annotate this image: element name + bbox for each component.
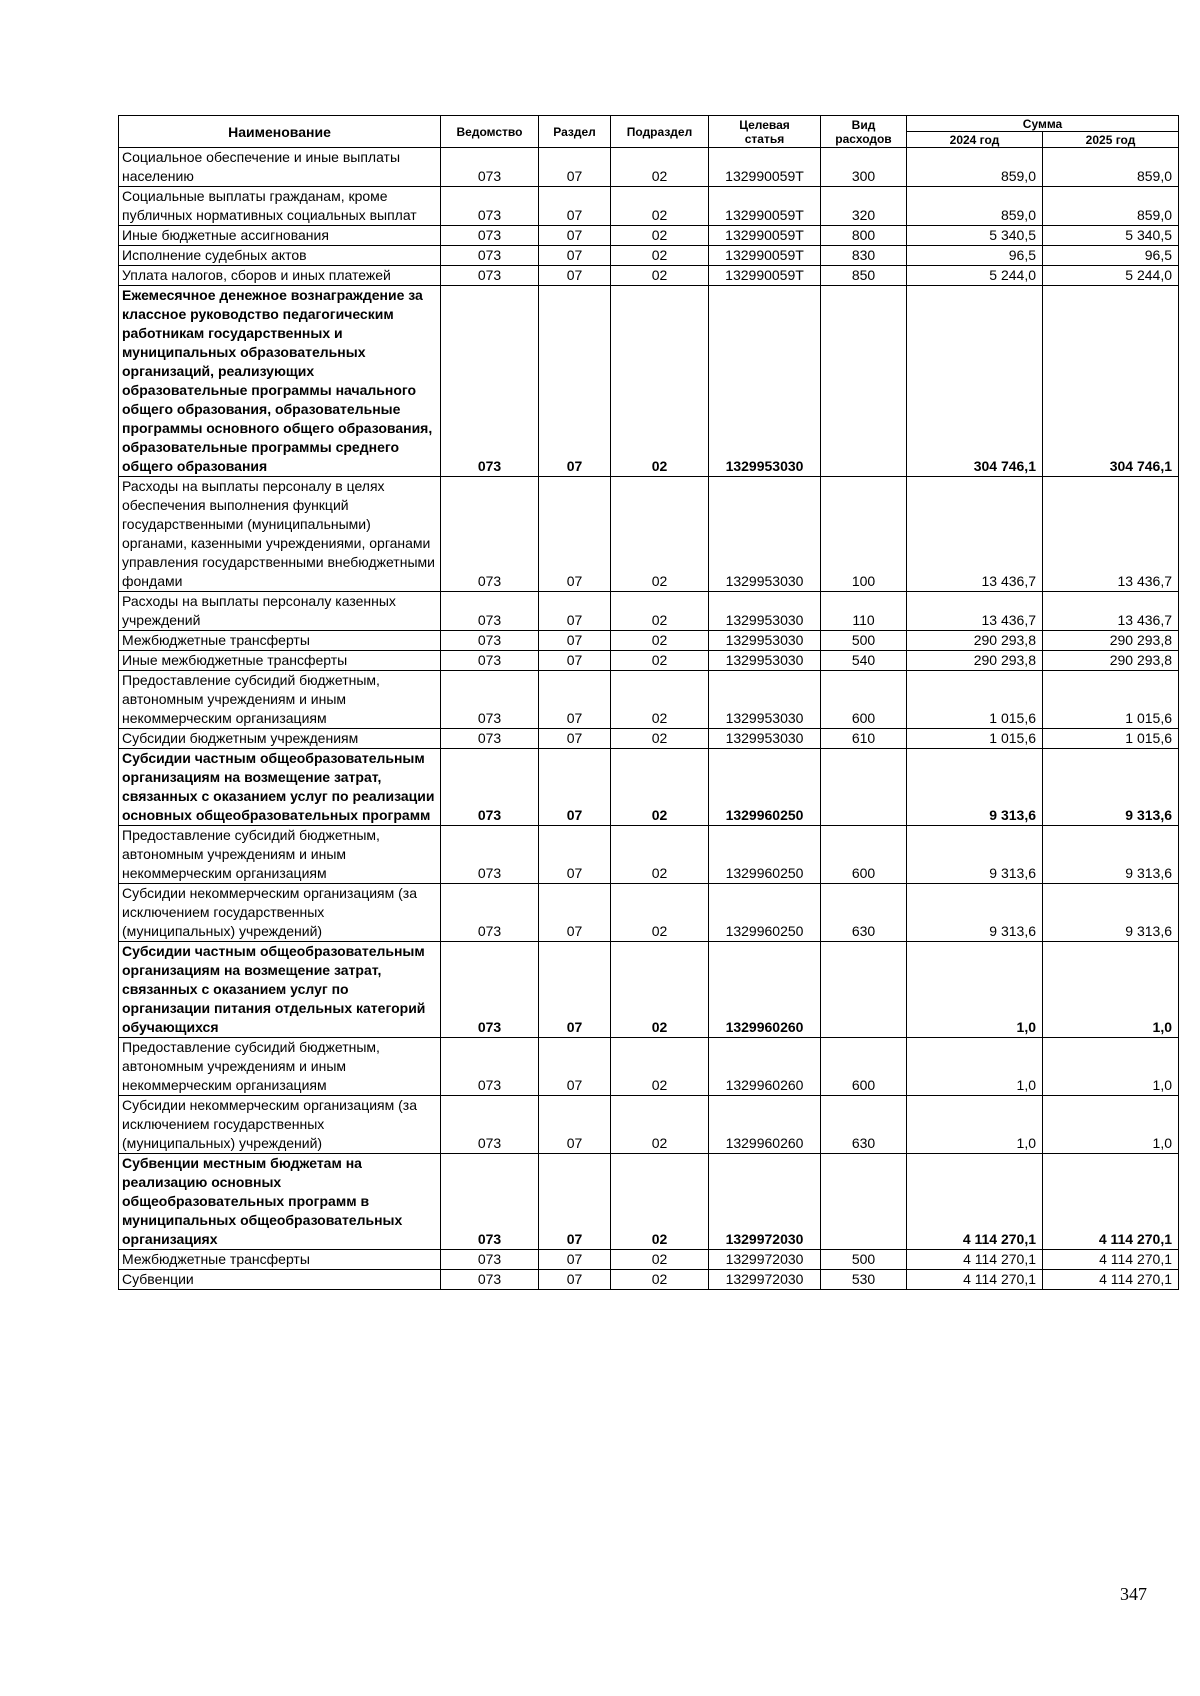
cell-podrazdel: 02 bbox=[611, 226, 709, 246]
cell-celevaya-statya: 1329960260 bbox=[709, 1096, 821, 1154]
table-row bbox=[119, 286, 1179, 477]
cell-podrazdel: 02 bbox=[611, 651, 709, 671]
cell-celevaya-statya: 1329953030 bbox=[709, 671, 821, 729]
budget-table-container bbox=[118, 115, 1178, 1290]
cell-razdel: 07 bbox=[539, 1096, 611, 1154]
cell-podrazdel: 02 bbox=[611, 246, 709, 266]
header-year-2025: 2025 год bbox=[1043, 132, 1179, 148]
cell-celevaya-statya: 132990059Т bbox=[709, 246, 821, 266]
cell-celevaya-statya: 1329972030 bbox=[709, 1250, 821, 1270]
cell-name: Субсидии частным общеобразовательным организациям на возмещение затрат, связанных с оказанием услуг по реализации основных общеобразовательных программ bbox=[119, 749, 441, 826]
cell-vid-rashodov bbox=[821, 1154, 907, 1250]
cell-vedomstvo: 073 bbox=[441, 1154, 539, 1250]
cell-razdel: 07 bbox=[539, 651, 611, 671]
cell-sum-2024: 859,0 bbox=[907, 148, 1043, 187]
cell-podrazdel: 02 bbox=[611, 286, 709, 477]
cell-sum-2025: 1,0 bbox=[1043, 1096, 1179, 1154]
cell-vedomstvo: 073 bbox=[441, 1250, 539, 1270]
cell-name: Субсидии бюджетным учреждениям bbox=[119, 729, 441, 749]
cell-name: Субвенции местным бюджетам на реализацию основных общеобразовательных программ в муниципальных общеобразовательных организациях bbox=[119, 1154, 441, 1250]
cell-razdel: 07 bbox=[539, 942, 611, 1038]
cell-podrazdel: 02 bbox=[611, 1096, 709, 1154]
cell-vid-rashodov: 100 bbox=[821, 477, 907, 592]
cell-sum-2024: 5 244,0 bbox=[907, 266, 1043, 286]
cell-vid-rashodov: 320 bbox=[821, 187, 907, 226]
cell-sum-2024: 9 313,6 bbox=[907, 884, 1043, 942]
header-vid-line1: Вид bbox=[851, 117, 876, 132]
header-celevaya-line2: статья bbox=[744, 131, 785, 146]
cell-name: Межбюджетные трансферты bbox=[119, 1250, 441, 1270]
cell-sum-2024: 304 746,1 bbox=[907, 286, 1043, 477]
table-row bbox=[119, 1270, 1179, 1290]
cell-razdel: 07 bbox=[539, 286, 611, 477]
table-row bbox=[119, 266, 1179, 286]
cell-sum-2024: 4 114 270,1 bbox=[907, 1154, 1043, 1250]
cell-podrazdel: 02 bbox=[611, 942, 709, 1038]
cell-razdel: 07 bbox=[539, 226, 611, 246]
cell-celevaya-statya: 1329960260 bbox=[709, 942, 821, 1038]
cell-razdel: 07 bbox=[539, 884, 611, 942]
cell-celevaya-statya: 132990059Т bbox=[709, 187, 821, 226]
cell-podrazdel: 02 bbox=[611, 1038, 709, 1096]
cell-razdel: 07 bbox=[539, 1038, 611, 1096]
cell-vid-rashodov: 500 bbox=[821, 1250, 907, 1270]
cell-sum-2025: 13 436,7 bbox=[1043, 592, 1179, 631]
cell-podrazdel: 02 bbox=[611, 266, 709, 286]
cell-sum-2024: 13 436,7 bbox=[907, 592, 1043, 631]
cell-podrazdel: 02 bbox=[611, 1154, 709, 1250]
cell-vid-rashodov: 600 bbox=[821, 826, 907, 884]
cell-celevaya-statya: 1329960260 bbox=[709, 1038, 821, 1096]
cell-razdel: 07 bbox=[539, 826, 611, 884]
header-name: Наименование bbox=[119, 116, 441, 148]
table-row bbox=[119, 187, 1179, 226]
cell-vedomstvo: 073 bbox=[441, 286, 539, 477]
cell-vid-rashodov: 610 bbox=[821, 729, 907, 749]
cell-vedomstvo: 073 bbox=[441, 246, 539, 266]
cell-podrazdel: 02 bbox=[611, 729, 709, 749]
cell-name: Социальные выплаты гражданам, кроме публичных нормативных социальных выплат bbox=[119, 187, 441, 226]
table-row bbox=[119, 942, 1179, 1038]
cell-sum-2024: 290 293,8 bbox=[907, 631, 1043, 651]
cell-vid-rashodov: 630 bbox=[821, 884, 907, 942]
cell-vedomstvo: 073 bbox=[441, 884, 539, 942]
cell-name: Субсидии некоммерческим организациям (за исключением государственных (муниципальных) учреждений) bbox=[119, 884, 441, 942]
table-row bbox=[119, 651, 1179, 671]
cell-vedomstvo: 073 bbox=[441, 1096, 539, 1154]
cell-sum-2025: 9 313,6 bbox=[1043, 749, 1179, 826]
table-row bbox=[119, 1250, 1179, 1270]
cell-vedomstvo: 073 bbox=[441, 651, 539, 671]
cell-sum-2024: 9 313,6 bbox=[907, 749, 1043, 826]
cell-sum-2024: 13 436,7 bbox=[907, 477, 1043, 592]
cell-sum-2025: 1 015,6 bbox=[1043, 729, 1179, 749]
cell-podrazdel: 02 bbox=[611, 477, 709, 592]
cell-name: Уплата налогов, сборов и иных платежей bbox=[119, 266, 441, 286]
cell-razdel: 07 bbox=[539, 749, 611, 826]
cell-razdel: 07 bbox=[539, 187, 611, 226]
cell-celevaya-statya: 1329972030 bbox=[709, 1154, 821, 1250]
cell-vedomstvo: 073 bbox=[441, 942, 539, 1038]
header-vid-line2: расходов bbox=[835, 131, 892, 146]
table-row bbox=[119, 226, 1179, 246]
table-row bbox=[119, 729, 1179, 749]
cell-sum-2025: 96,5 bbox=[1043, 246, 1179, 266]
cell-name: Расходы на выплаты персоналу в целях обеспечения выполнения функций государственными (муниципальными) органами, казенными учреждениями, органами управления государственными внебюджетными фондами bbox=[119, 477, 441, 592]
cell-podrazdel: 02 bbox=[611, 631, 709, 651]
cell-celevaya-statya: 1329972030 bbox=[709, 1270, 821, 1290]
cell-razdel: 07 bbox=[539, 246, 611, 266]
cell-name: Межбюджетные трансферты bbox=[119, 631, 441, 651]
cell-sum-2025: 290 293,8 bbox=[1043, 631, 1179, 651]
cell-vedomstvo: 073 bbox=[441, 226, 539, 246]
cell-sum-2025: 1 015,6 bbox=[1043, 671, 1179, 729]
cell-razdel: 07 bbox=[539, 148, 611, 187]
cell-name: Иные межбюджетные трансферты bbox=[119, 651, 441, 671]
cell-vedomstvo: 073 bbox=[441, 592, 539, 631]
table-row bbox=[119, 592, 1179, 631]
cell-celevaya-statya: 1329953030 bbox=[709, 729, 821, 749]
cell-vid-rashodov: 110 bbox=[821, 592, 907, 631]
cell-celevaya-statya: 1329960250 bbox=[709, 749, 821, 826]
cell-razdel: 07 bbox=[539, 1154, 611, 1250]
cell-vid-rashodov bbox=[821, 286, 907, 477]
cell-sum-2024: 1,0 bbox=[907, 942, 1043, 1038]
cell-vid-rashodov: 530 bbox=[821, 1270, 907, 1290]
cell-razdel: 07 bbox=[539, 729, 611, 749]
cell-podrazdel: 02 bbox=[611, 671, 709, 729]
cell-sum-2025: 859,0 bbox=[1043, 148, 1179, 187]
cell-name: Субвенции bbox=[119, 1270, 441, 1290]
cell-sum-2024: 4 114 270,1 bbox=[907, 1250, 1043, 1270]
cell-sum-2025: 9 313,6 bbox=[1043, 884, 1179, 942]
cell-sum-2024: 290 293,8 bbox=[907, 651, 1043, 671]
table-row bbox=[119, 477, 1179, 592]
cell-vid-rashodov: 500 bbox=[821, 631, 907, 651]
cell-vid-rashodov: 830 bbox=[821, 246, 907, 266]
page-number: 347 bbox=[1120, 1584, 1147, 1604]
table-row bbox=[119, 1038, 1179, 1096]
cell-sum-2024: 5 340,5 bbox=[907, 226, 1043, 246]
cell-podrazdel: 02 bbox=[611, 187, 709, 226]
cell-sum-2025: 304 746,1 bbox=[1043, 286, 1179, 477]
cell-celevaya-statya: 1329953030 bbox=[709, 477, 821, 592]
cell-celevaya-statya: 1329953030 bbox=[709, 592, 821, 631]
cell-podrazdel: 02 bbox=[611, 148, 709, 187]
cell-sum-2025: 4 114 270,1 bbox=[1043, 1250, 1179, 1270]
cell-razdel: 07 bbox=[539, 592, 611, 631]
cell-vedomstvo: 073 bbox=[441, 1270, 539, 1290]
cell-name: Предоставление субсидий бюджетным, автономным учреждениям и иным некоммерческим организациям bbox=[119, 671, 441, 729]
table-row bbox=[119, 749, 1179, 826]
header-vid-rashodov bbox=[821, 116, 907, 148]
table-header bbox=[119, 116, 1179, 148]
cell-razdel: 07 bbox=[539, 1250, 611, 1270]
cell-name: Субсидии частным общеобразовательным организациям на возмещение затрат, связанных с оказанием услуг по организации питания отдельных категорий обучающихся bbox=[119, 942, 441, 1038]
cell-sum-2024: 1,0 bbox=[907, 1096, 1043, 1154]
cell-razdel: 07 bbox=[539, 671, 611, 729]
cell-name: Ежемесячное денежное вознаграждение за классное руководство педагогическим работникам государственных и муниципальных образовательных организаций, реализующих образовательные программы начального общего образования, образовательные программы основного общего образования, образовательные программы среднего общего образования bbox=[119, 286, 441, 477]
header-celevaya-line1: Целевая bbox=[739, 117, 790, 132]
cell-celevaya-statya: 132990059Т bbox=[709, 226, 821, 246]
table-row bbox=[119, 884, 1179, 942]
cell-podrazdel: 02 bbox=[611, 1270, 709, 1290]
cell-razdel: 07 bbox=[539, 266, 611, 286]
cell-name: Предоставление субсидий бюджетным, автономным учреждениям и иным некоммерческим организациям bbox=[119, 826, 441, 884]
cell-vid-rashodov bbox=[821, 749, 907, 826]
cell-celevaya-statya: 132990059Т bbox=[709, 148, 821, 187]
cell-vid-rashodov: 540 bbox=[821, 651, 907, 671]
cell-sum-2025: 290 293,8 bbox=[1043, 651, 1179, 671]
cell-razdel: 07 bbox=[539, 631, 611, 651]
cell-vid-rashodov: 800 bbox=[821, 226, 907, 246]
cell-vid-rashodov: 300 bbox=[821, 148, 907, 187]
cell-vid-rashodov: 850 bbox=[821, 266, 907, 286]
cell-vedomstvo: 073 bbox=[441, 477, 539, 592]
cell-podrazdel: 02 bbox=[611, 1250, 709, 1270]
cell-celevaya-statya: 1329960250 bbox=[709, 826, 821, 884]
cell-celevaya-statya: 132990059Т bbox=[709, 266, 821, 286]
cell-razdel: 07 bbox=[539, 1270, 611, 1290]
cell-sum-2024: 9 313,6 bbox=[907, 826, 1043, 884]
cell-sum-2024: 859,0 bbox=[907, 187, 1043, 226]
cell-sum-2024: 4 114 270,1 bbox=[907, 1270, 1043, 1290]
table-row bbox=[119, 631, 1179, 651]
cell-name: Иные бюджетные ассигнования bbox=[119, 226, 441, 246]
cell-celevaya-statya: 1329953030 bbox=[709, 286, 821, 477]
cell-celevaya-statya: 1329953030 bbox=[709, 631, 821, 651]
table-body bbox=[119, 148, 1179, 1290]
header-razdel: Раздел bbox=[539, 116, 611, 148]
cell-sum-2025: 4 114 270,1 bbox=[1043, 1270, 1179, 1290]
budget-table bbox=[118, 115, 1179, 1290]
cell-vedomstvo: 073 bbox=[441, 671, 539, 729]
cell-podrazdel: 02 bbox=[611, 592, 709, 631]
cell-vid-rashodov: 630 bbox=[821, 1096, 907, 1154]
cell-celevaya-statya: 1329953030 bbox=[709, 651, 821, 671]
cell-vedomstvo: 073 bbox=[441, 749, 539, 826]
table-row bbox=[119, 1096, 1179, 1154]
header-year-2024: 2024 год bbox=[907, 132, 1043, 148]
cell-name: Социальное обеспечение и иные выплаты населению bbox=[119, 148, 441, 187]
cell-vedomstvo: 073 bbox=[441, 266, 539, 286]
cell-sum-2025: 1,0 bbox=[1043, 1038, 1179, 1096]
header-summa: Сумма bbox=[907, 116, 1179, 132]
cell-sum-2025: 5 340,5 bbox=[1043, 226, 1179, 246]
table-row bbox=[119, 246, 1179, 266]
table-row bbox=[119, 671, 1179, 729]
cell-name: Субсидии некоммерческим организациям (за исключением государственных (муниципальных) учреждений) bbox=[119, 1096, 441, 1154]
header-vedomstvo: Ведомство bbox=[441, 116, 539, 148]
cell-sum-2025: 5 244,0 bbox=[1043, 266, 1179, 286]
cell-sum-2025: 1,0 bbox=[1043, 942, 1179, 1038]
cell-vid-rashodov bbox=[821, 942, 907, 1038]
cell-sum-2024: 1 015,6 bbox=[907, 671, 1043, 729]
cell-sum-2024: 1,0 bbox=[907, 1038, 1043, 1096]
cell-sum-2025: 859,0 bbox=[1043, 187, 1179, 226]
cell-vedomstvo: 073 bbox=[441, 1038, 539, 1096]
table-row bbox=[119, 148, 1179, 187]
cell-podrazdel: 02 bbox=[611, 884, 709, 942]
cell-celevaya-statya: 1329960250 bbox=[709, 884, 821, 942]
cell-name: Предоставление субсидий бюджетным, автономным учреждениям и иным некоммерческим организациям bbox=[119, 1038, 441, 1096]
cell-vedomstvo: 073 bbox=[441, 631, 539, 651]
header-celevaya-statya bbox=[709, 116, 821, 148]
table-row bbox=[119, 1154, 1179, 1250]
cell-vid-rashodov: 600 bbox=[821, 1038, 907, 1096]
cell-vid-rashodov: 600 bbox=[821, 671, 907, 729]
cell-vedomstvo: 073 bbox=[441, 187, 539, 226]
cell-sum-2025: 13 436,7 bbox=[1043, 477, 1179, 592]
cell-sum-2025: 4 114 270,1 bbox=[1043, 1154, 1179, 1250]
cell-sum-2024: 1 015,6 bbox=[907, 729, 1043, 749]
cell-podrazdel: 02 bbox=[611, 826, 709, 884]
cell-vedomstvo: 073 bbox=[441, 729, 539, 749]
cell-sum-2025: 9 313,6 bbox=[1043, 826, 1179, 884]
cell-vedomstvo: 073 bbox=[441, 826, 539, 884]
cell-name: Исполнение судебных актов bbox=[119, 246, 441, 266]
cell-vedomstvo: 073 bbox=[441, 148, 539, 187]
cell-razdel: 07 bbox=[539, 477, 611, 592]
table-row bbox=[119, 826, 1179, 884]
cell-podrazdel: 02 bbox=[611, 749, 709, 826]
header-podrazdel: Подраздел bbox=[611, 116, 709, 148]
cell-sum-2024: 96,5 bbox=[907, 246, 1043, 266]
cell-name: Расходы на выплаты персоналу казенных учреждений bbox=[119, 592, 441, 631]
